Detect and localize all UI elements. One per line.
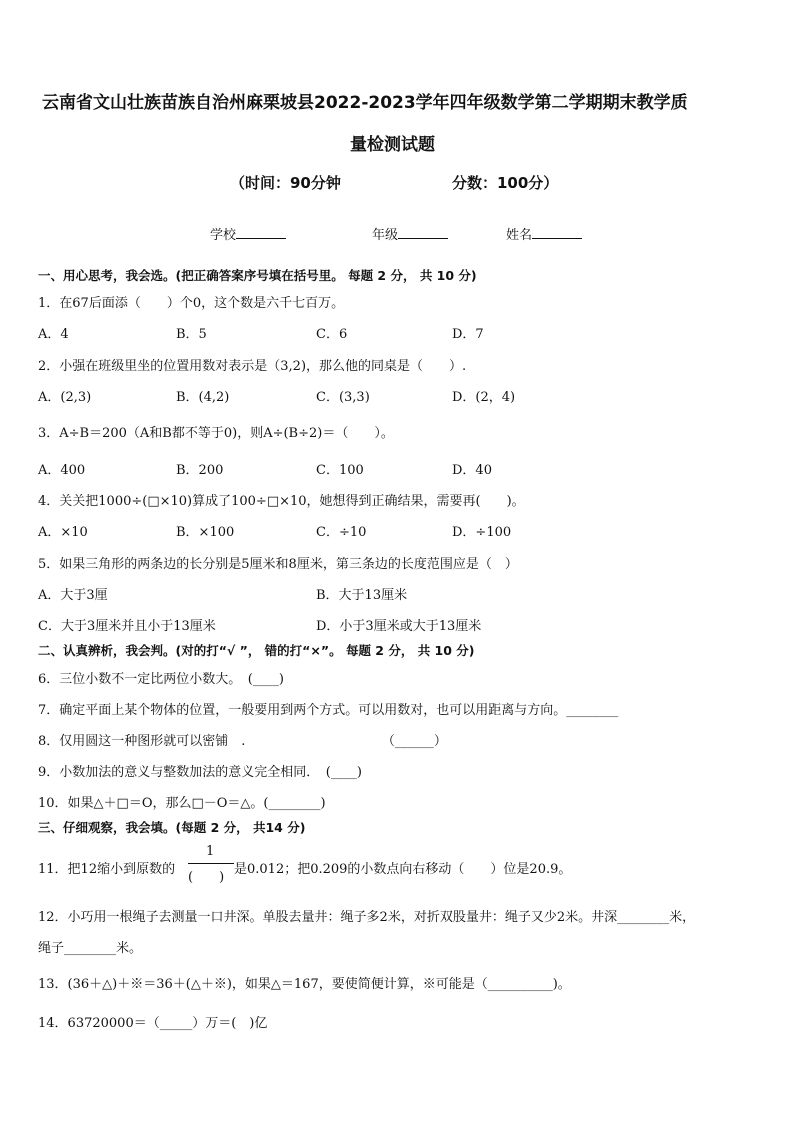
question-3-option-b[interactable]: B．200 xyxy=(176,463,224,478)
grade-label: 年级 xyxy=(372,228,399,243)
question-5-option-b[interactable]: B．大于13厘米 xyxy=(316,588,408,603)
question-1-option-b[interactable]: B．5 xyxy=(176,327,207,342)
grade-blank[interactable] xyxy=(398,226,448,239)
question-12-line-2: 绳子________米。 xyxy=(38,941,143,956)
question-5-option-d[interactable]: D．小于3厘米或大于13厘米 xyxy=(316,619,482,634)
fraction-bar xyxy=(188,863,234,864)
question-1-stem: 1．在67后面添（ ）个0，这个数是六千七百万。 xyxy=(38,296,345,311)
question-4-option-c[interactable]: C．÷10 xyxy=(316,525,367,540)
name-label: 姓名 xyxy=(506,228,533,243)
fraction-numerator: 1 xyxy=(206,844,215,859)
school-field xyxy=(210,224,286,243)
question-11-fraction xyxy=(188,844,234,886)
section-3-heading: 三、仔细观察，我会填。(每题 2 分， 共14 分) xyxy=(38,820,306,835)
question-5-stem: 5．如果三角形的两条边的长分别是5厘米和8厘米，第三条边的长度范围应是（ ） xyxy=(38,557,518,572)
question-4-option-d[interactable]: D．÷100 xyxy=(452,525,512,540)
question-1-option-d[interactable]: D．7 xyxy=(452,327,484,342)
question-11-suffix: 是0.012；把0.209的小数点向右移动（ ）位是20.9。 xyxy=(234,862,572,877)
question-2-option-c[interactable]: C．(3,3) xyxy=(316,390,370,405)
question-10: 10．如果△＋□＝O，那么□－O＝△。(________) xyxy=(38,796,326,811)
question-7: 7．确定平面上某个物体的位置，一般要用到两个方式。可以用数对，也可以用距离与方向。________ xyxy=(38,703,619,718)
question-5-option-a[interactable]: A．大于3厘 xyxy=(38,588,108,603)
fraction-denominator[interactable]: ( ) xyxy=(188,870,225,885)
question-13: 13．(36＋△)＋※＝36＋(△＋※)，如果△＝167，要使简便计算，※可能是（__________)。 xyxy=(38,977,571,992)
page-title-line-2: 量检测试题 xyxy=(350,135,435,155)
question-3-option-c[interactable]: C．100 xyxy=(316,463,364,478)
question-4-stem: 4．关关把1000÷(□×10)算成了100÷□×10，她想得到正确结果，需要再( )。 xyxy=(38,494,525,509)
question-9: 9．小数加法的意义与整数加法的意义完全相同． (____) xyxy=(38,765,362,780)
question-8: 8．仅用圆这一种图形就可以密铺 . （______） xyxy=(38,734,447,749)
question-11-prefix: 11．把12缩小到原数的 xyxy=(38,862,176,877)
question-3-option-d[interactable]: D．40 xyxy=(452,463,492,478)
question-4-option-b[interactable]: B．×100 xyxy=(176,525,235,540)
name-field xyxy=(506,224,582,243)
question-5-option-c[interactable]: C．大于3厘米并且小于13厘米 xyxy=(38,619,216,634)
exam-score: 分数：100分） xyxy=(452,174,559,192)
question-3-option-a[interactable]: A．400 xyxy=(38,463,86,478)
grade-field xyxy=(372,224,448,243)
question-4-option-a[interactable]: A．×10 xyxy=(38,525,88,540)
question-12-line-1: 12．小巧用一根绳子去测量一口井深。单股去量井：绳子多2米，对折双股量井：绳子又少2米。井深________米， xyxy=(38,910,696,925)
school-label: 学校 xyxy=(210,228,237,243)
name-blank[interactable] xyxy=(532,226,582,239)
question-2-option-a[interactable]: A．(2,3) xyxy=(38,390,92,405)
question-14: 14．63720000＝（_____）万＝( )亿 xyxy=(38,1016,268,1031)
page-title-line-1: 云南省文山壮族苗族自治州麻栗坡县2022-2023学年四年级数学第二学期期末教学质 xyxy=(42,93,688,113)
question-6: 6．三位小数不一定比两位小数大。 (____) xyxy=(38,672,284,687)
question-1-option-c[interactable]: C．6 xyxy=(316,327,348,342)
question-2-option-b[interactable]: B．(4,2) xyxy=(176,390,230,405)
exam-time: （时间：90分钟 xyxy=(230,174,341,192)
section-2-heading: 二、认真辨析，我会判。(对的打“√ ”， 错的打“×”。 每题 2 分， 共 10 分) xyxy=(38,643,475,658)
question-2-option-d[interactable]: D．(2，4) xyxy=(452,390,516,405)
question-2-stem: 2．小强在班级里坐的位置用数对表示是（3,2)，那么他的同桌是（ ）. xyxy=(38,359,467,374)
question-1-option-a[interactable]: A．4 xyxy=(38,327,69,342)
section-1-heading: 一、用心思考，我会选。(把正确答案序号填在括号里。 每题 2 分， 共 10 分) xyxy=(38,268,477,283)
question-3-stem: 3．A÷B＝200（A和B都不等于0)，则A÷(B÷2)＝（ ）。 xyxy=(38,426,394,441)
school-blank[interactable] xyxy=(236,226,286,239)
